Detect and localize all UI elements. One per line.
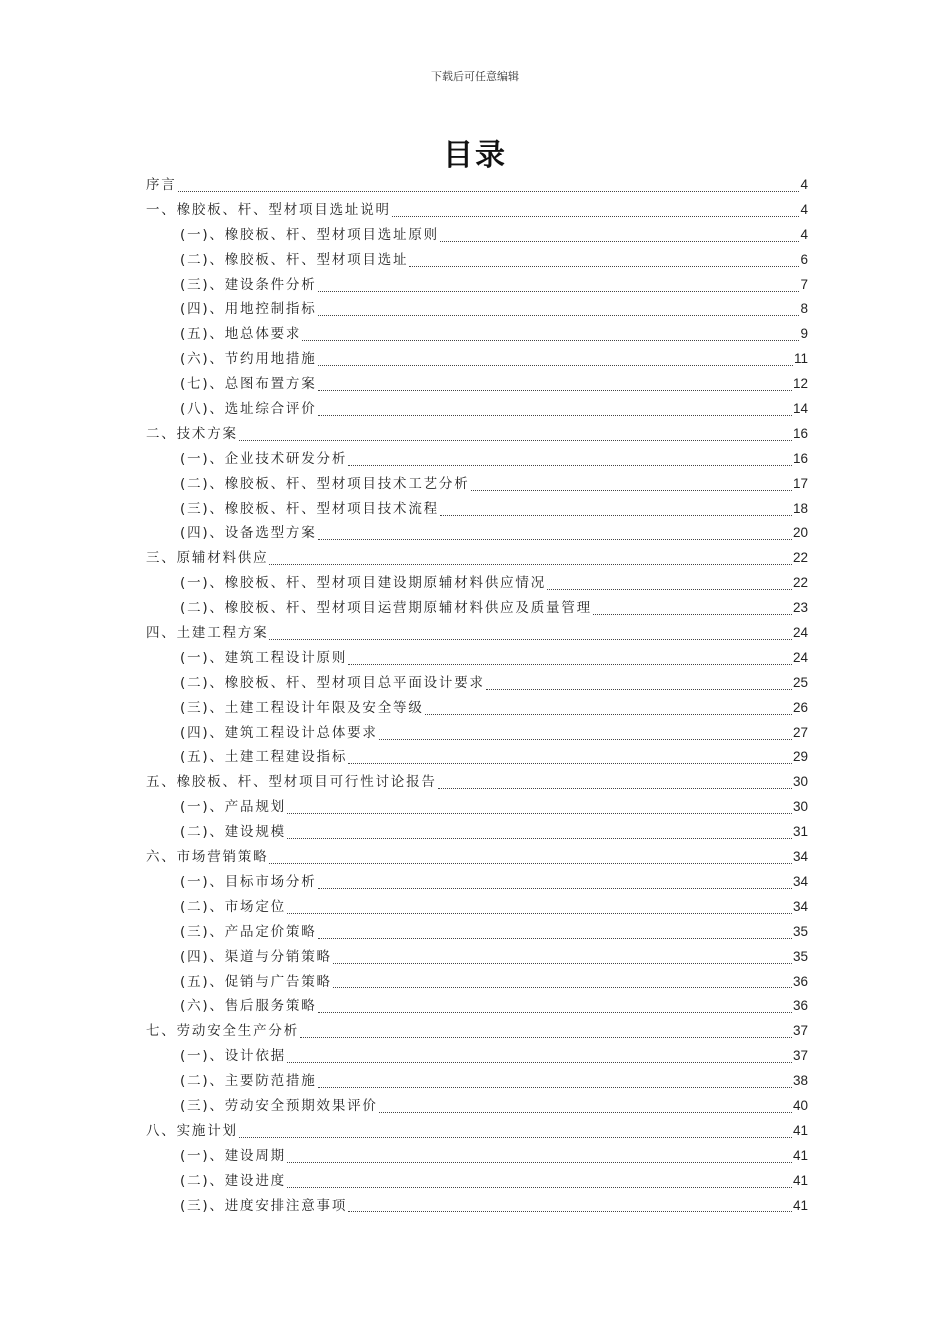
toc-dot-leader bbox=[269, 863, 792, 864]
toc-entry-label: (二)、橡胶板、杆、型材项目运营期原辅材料供应及质量管理 bbox=[180, 600, 592, 617]
toc-entry-label: 五、橡胶板、杆、型材项目可行性讨论报告 bbox=[146, 774, 437, 791]
toc-entry-label: (一)、橡胶板、杆、型材项目建设期原辅材料供应情况 bbox=[180, 575, 547, 592]
toc-entry-page-number: 18 bbox=[792, 500, 808, 516]
toc-entry[interactable] bbox=[146, 721, 808, 746]
toc-entry-label: 四、土建工程方案 bbox=[146, 625, 269, 642]
toc-entry[interactable] bbox=[146, 845, 808, 870]
toc-entry[interactable] bbox=[146, 596, 808, 621]
toc-entry[interactable] bbox=[146, 248, 808, 273]
toc-dot-leader bbox=[440, 241, 800, 242]
toc-entry-page-number: 41 bbox=[792, 1172, 808, 1188]
toc-entry[interactable] bbox=[146, 1094, 808, 1119]
toc-entry-page-number: 12 bbox=[792, 376, 808, 392]
toc-entry[interactable] bbox=[146, 820, 808, 845]
toc-entry[interactable] bbox=[146, 1144, 808, 1169]
toc-entry[interactable] bbox=[146, 472, 808, 497]
toc-entry[interactable] bbox=[146, 297, 808, 322]
toc-entry-page-number: 34 bbox=[792, 898, 808, 914]
toc-dot-leader bbox=[471, 490, 792, 491]
toc-dot-leader bbox=[409, 266, 799, 267]
toc-entry[interactable] bbox=[146, 497, 808, 522]
toc-entry-label: (二)、橡胶板、杆、型材项目技术工艺分析 bbox=[180, 475, 470, 492]
toc-dot-leader bbox=[318, 539, 792, 540]
toc-entry-page-number: 41 bbox=[792, 1147, 808, 1163]
toc-entry[interactable] bbox=[146, 1069, 808, 1094]
toc-entry-page-number: 8 bbox=[800, 301, 808, 317]
toc-entry-label: 七、劳动安全生产分析 bbox=[146, 1023, 299, 1040]
toc-entry[interactable] bbox=[146, 422, 808, 447]
toc-dot-leader bbox=[333, 963, 792, 964]
toc-entry-page-number: 14 bbox=[792, 401, 808, 417]
toc-entry[interactable] bbox=[146, 173, 808, 198]
toc-entry-label: (六)、售后服务策略 bbox=[180, 998, 317, 1015]
toc-entry[interactable] bbox=[146, 795, 808, 820]
toc-dot-leader bbox=[547, 589, 792, 590]
toc-entry-page-number: 11 bbox=[793, 351, 808, 367]
toc-entry-page-number: 4 bbox=[800, 177, 808, 192]
toc-entry-page-number: 37 bbox=[792, 1023, 808, 1039]
toc-entry-page-number: 24 bbox=[792, 625, 808, 641]
toc-entry-page-number: 30 bbox=[792, 799, 808, 815]
toc-entry[interactable] bbox=[146, 696, 808, 721]
toc-dot-leader bbox=[239, 440, 792, 441]
toc-dot-leader bbox=[318, 888, 792, 889]
toc-entry-page-number: 9 bbox=[800, 326, 808, 342]
toc-entry-label: (二)、橡胶板、杆、型材项目选址 bbox=[180, 251, 409, 268]
toc-entry[interactable] bbox=[146, 920, 808, 945]
toc-entry-page-number: 16 bbox=[792, 425, 808, 441]
toc-dot-leader bbox=[269, 639, 792, 640]
toc-entry[interactable] bbox=[146, 372, 808, 397]
toc-dot-leader bbox=[287, 813, 792, 814]
toc-dot-leader bbox=[348, 664, 792, 665]
toc-entry-page-number: 4 bbox=[800, 226, 808, 242]
toc-dot-leader bbox=[287, 1062, 792, 1063]
toc-entry-label: (一)、目标市场分析 bbox=[180, 873, 317, 890]
toc-dot-leader bbox=[287, 838, 792, 839]
toc-entry[interactable] bbox=[146, 870, 808, 895]
toc-entry-label: (二)、建设规模 bbox=[180, 824, 286, 841]
toc-dot-leader bbox=[300, 1037, 792, 1038]
toc-entry-label: (一)、产品规划 bbox=[180, 799, 286, 816]
toc-entry-label: (八)、选址综合评价 bbox=[180, 401, 317, 418]
toc-entry-page-number: 26 bbox=[792, 699, 808, 715]
toc-entry[interactable] bbox=[146, 273, 808, 298]
toc-entry[interactable] bbox=[146, 770, 808, 795]
toc-entry[interactable] bbox=[146, 223, 808, 248]
toc-entry-label: (二)、市场定位 bbox=[180, 898, 286, 915]
table-of-contents bbox=[146, 173, 808, 1218]
toc-entry[interactable] bbox=[146, 945, 808, 970]
toc-entry-label: (二)、建设进度 bbox=[180, 1172, 286, 1189]
toc-entry-page-number: 16 bbox=[792, 450, 808, 466]
toc-entry-page-number: 4 bbox=[800, 201, 808, 217]
toc-dot-leader bbox=[348, 1211, 792, 1212]
toc-entry-page-number: 36 bbox=[792, 973, 808, 989]
toc-dot-leader bbox=[379, 1112, 792, 1113]
toc-entry[interactable] bbox=[146, 994, 808, 1019]
toc-entry-label: (三)、橡胶板、杆、型材项目技术流程 bbox=[180, 500, 439, 517]
toc-entry-page-number: 37 bbox=[792, 1048, 808, 1064]
toc-dot-leader bbox=[287, 1187, 792, 1188]
toc-entry-label: (七)、总图布置方案 bbox=[180, 376, 317, 393]
toc-entry-page-number: 29 bbox=[792, 749, 808, 765]
toc-entry-label: (一)、建设周期 bbox=[180, 1147, 286, 1164]
toc-entry[interactable] bbox=[146, 322, 808, 347]
toc-dot-leader bbox=[379, 739, 792, 740]
toc-dot-leader bbox=[440, 515, 792, 516]
toc-dot-leader bbox=[302, 340, 799, 341]
toc-dot-leader bbox=[438, 788, 792, 789]
toc-dot-leader bbox=[287, 1162, 792, 1163]
toc-entry-page-number: 6 bbox=[800, 251, 808, 267]
toc-entry-label: (五)、地总体要求 bbox=[180, 326, 302, 343]
toc-entry-label: (三)、产品定价策略 bbox=[180, 923, 317, 940]
toc-entry-page-number: 17 bbox=[792, 475, 808, 491]
toc-entry[interactable] bbox=[146, 1169, 808, 1194]
toc-entry[interactable] bbox=[146, 671, 808, 696]
toc-dot-leader bbox=[318, 1087, 792, 1088]
toc-entry-page-number: 30 bbox=[792, 774, 808, 790]
toc-dot-leader bbox=[318, 315, 800, 316]
toc-entry-label: (一)、建筑工程设计原则 bbox=[180, 649, 348, 666]
toc-entry-label: (二)、橡胶板、杆、型材项目总平面设计要求 bbox=[180, 674, 485, 691]
toc-entry[interactable] bbox=[146, 745, 808, 770]
toc-entry-page-number: 36 bbox=[792, 998, 808, 1014]
toc-entry-page-number: 41 bbox=[792, 1122, 808, 1138]
toc-dot-leader bbox=[318, 938, 792, 939]
page-title: 目录 bbox=[443, 138, 507, 173]
toc-entry[interactable] bbox=[146, 347, 808, 372]
toc-entry-label: (一)、企业技术研发分析 bbox=[180, 450, 348, 467]
toc-dot-leader bbox=[425, 714, 792, 715]
toc-dot-leader bbox=[486, 689, 792, 690]
toc-dot-leader bbox=[392, 216, 800, 217]
toc-entry-page-number: 34 bbox=[792, 873, 808, 889]
toc-entry-page-number: 34 bbox=[792, 849, 808, 865]
toc-dot-leader bbox=[318, 415, 792, 416]
toc-entry-page-number: 40 bbox=[792, 1097, 808, 1113]
toc-entry-label: (一)、橡胶板、杆、型材项目选址原则 bbox=[180, 226, 439, 243]
toc-dot-leader bbox=[318, 365, 793, 366]
toc-dot-leader bbox=[318, 390, 792, 391]
toc-entry-page-number: 38 bbox=[792, 1073, 808, 1089]
toc-entry-page-number: 25 bbox=[792, 674, 808, 690]
toc-entry[interactable] bbox=[146, 571, 808, 596]
toc-entry-page-number: 41 bbox=[792, 1197, 808, 1213]
toc-entry-label: (五)、土建工程建设指标 bbox=[180, 749, 348, 766]
toc-entry-label: (三)、劳动安全预期效果评价 bbox=[180, 1097, 378, 1114]
toc-entry-page-number: 24 bbox=[792, 649, 808, 665]
toc-entry[interactable] bbox=[146, 621, 808, 646]
toc-entry-label: (四)、建筑工程设计总体要求 bbox=[180, 724, 378, 741]
toc-entry-label: 三、原辅材料供应 bbox=[146, 550, 269, 567]
toc-entry-page-number: 20 bbox=[792, 525, 808, 541]
toc-entry[interactable] bbox=[146, 646, 808, 671]
toc-entry[interactable] bbox=[146, 1119, 808, 1144]
toc-entry[interactable] bbox=[146, 1044, 808, 1069]
toc-entry-label: (四)、设备选型方案 bbox=[180, 525, 317, 542]
toc-entry-page-number: 35 bbox=[792, 948, 808, 964]
toc-entry-page-number: 35 bbox=[792, 923, 808, 939]
toc-entry-label: (四)、用地控制指标 bbox=[180, 301, 317, 318]
toc-dot-leader bbox=[318, 1012, 792, 1013]
toc-entry-label: (四)、渠道与分销策略 bbox=[180, 948, 332, 965]
toc-dot-leader bbox=[348, 763, 792, 764]
toc-entry-page-number: 23 bbox=[792, 600, 808, 616]
toc-entry[interactable] bbox=[146, 1019, 808, 1044]
toc-entry-page-number: 22 bbox=[792, 575, 808, 591]
toc-entry-label: (五)、促销与广告策略 bbox=[180, 973, 332, 990]
toc-entry[interactable] bbox=[146, 397, 808, 422]
toc-dot-leader bbox=[269, 564, 792, 565]
toc-entry-label: (三)、进度安排注意事项 bbox=[180, 1197, 348, 1214]
toc-dot-leader bbox=[593, 614, 792, 615]
toc-entry-label: 序言 bbox=[146, 177, 177, 193]
toc-dot-leader bbox=[178, 191, 800, 192]
toc-dot-leader bbox=[239, 1137, 792, 1138]
page-header: 下载后可任意编辑 bbox=[431, 70, 519, 83]
toc-entry-label: (一)、设计依据 bbox=[180, 1048, 286, 1065]
toc-entry-page-number: 27 bbox=[792, 724, 808, 740]
toc-entry-label: 二、技术方案 bbox=[146, 425, 238, 442]
toc-entry[interactable] bbox=[146, 1194, 808, 1219]
toc-dot-leader bbox=[318, 291, 800, 292]
toc-entry[interactable] bbox=[146, 198, 808, 223]
toc-entry-label: (三)、建设条件分析 bbox=[180, 276, 317, 293]
toc-entry-label: (三)、土建工程设计年限及安全等级 bbox=[180, 699, 424, 716]
toc-entry[interactable] bbox=[146, 521, 808, 546]
toc-dot-leader bbox=[287, 913, 792, 914]
toc-entry[interactable] bbox=[146, 895, 808, 920]
toc-dot-leader bbox=[333, 987, 792, 988]
toc-entry[interactable] bbox=[146, 546, 808, 571]
toc-entry-label: (六)、节约用地措施 bbox=[180, 351, 317, 368]
toc-entry-page-number: 31 bbox=[792, 824, 808, 840]
toc-entry-label: (二)、主要防范措施 bbox=[180, 1073, 317, 1090]
toc-entry-label: 六、市场营销策略 bbox=[146, 849, 269, 866]
toc-entry-label: 一、橡胶板、杆、型材项目选址说明 bbox=[146, 201, 391, 218]
toc-entry[interactable] bbox=[146, 970, 808, 995]
toc-dot-leader bbox=[348, 465, 792, 466]
toc-entry[interactable] bbox=[146, 447, 808, 472]
toc-entry-label: 八、实施计划 bbox=[146, 1122, 238, 1139]
toc-entry-page-number: 7 bbox=[800, 276, 808, 292]
toc-entry-page-number: 22 bbox=[792, 550, 808, 566]
